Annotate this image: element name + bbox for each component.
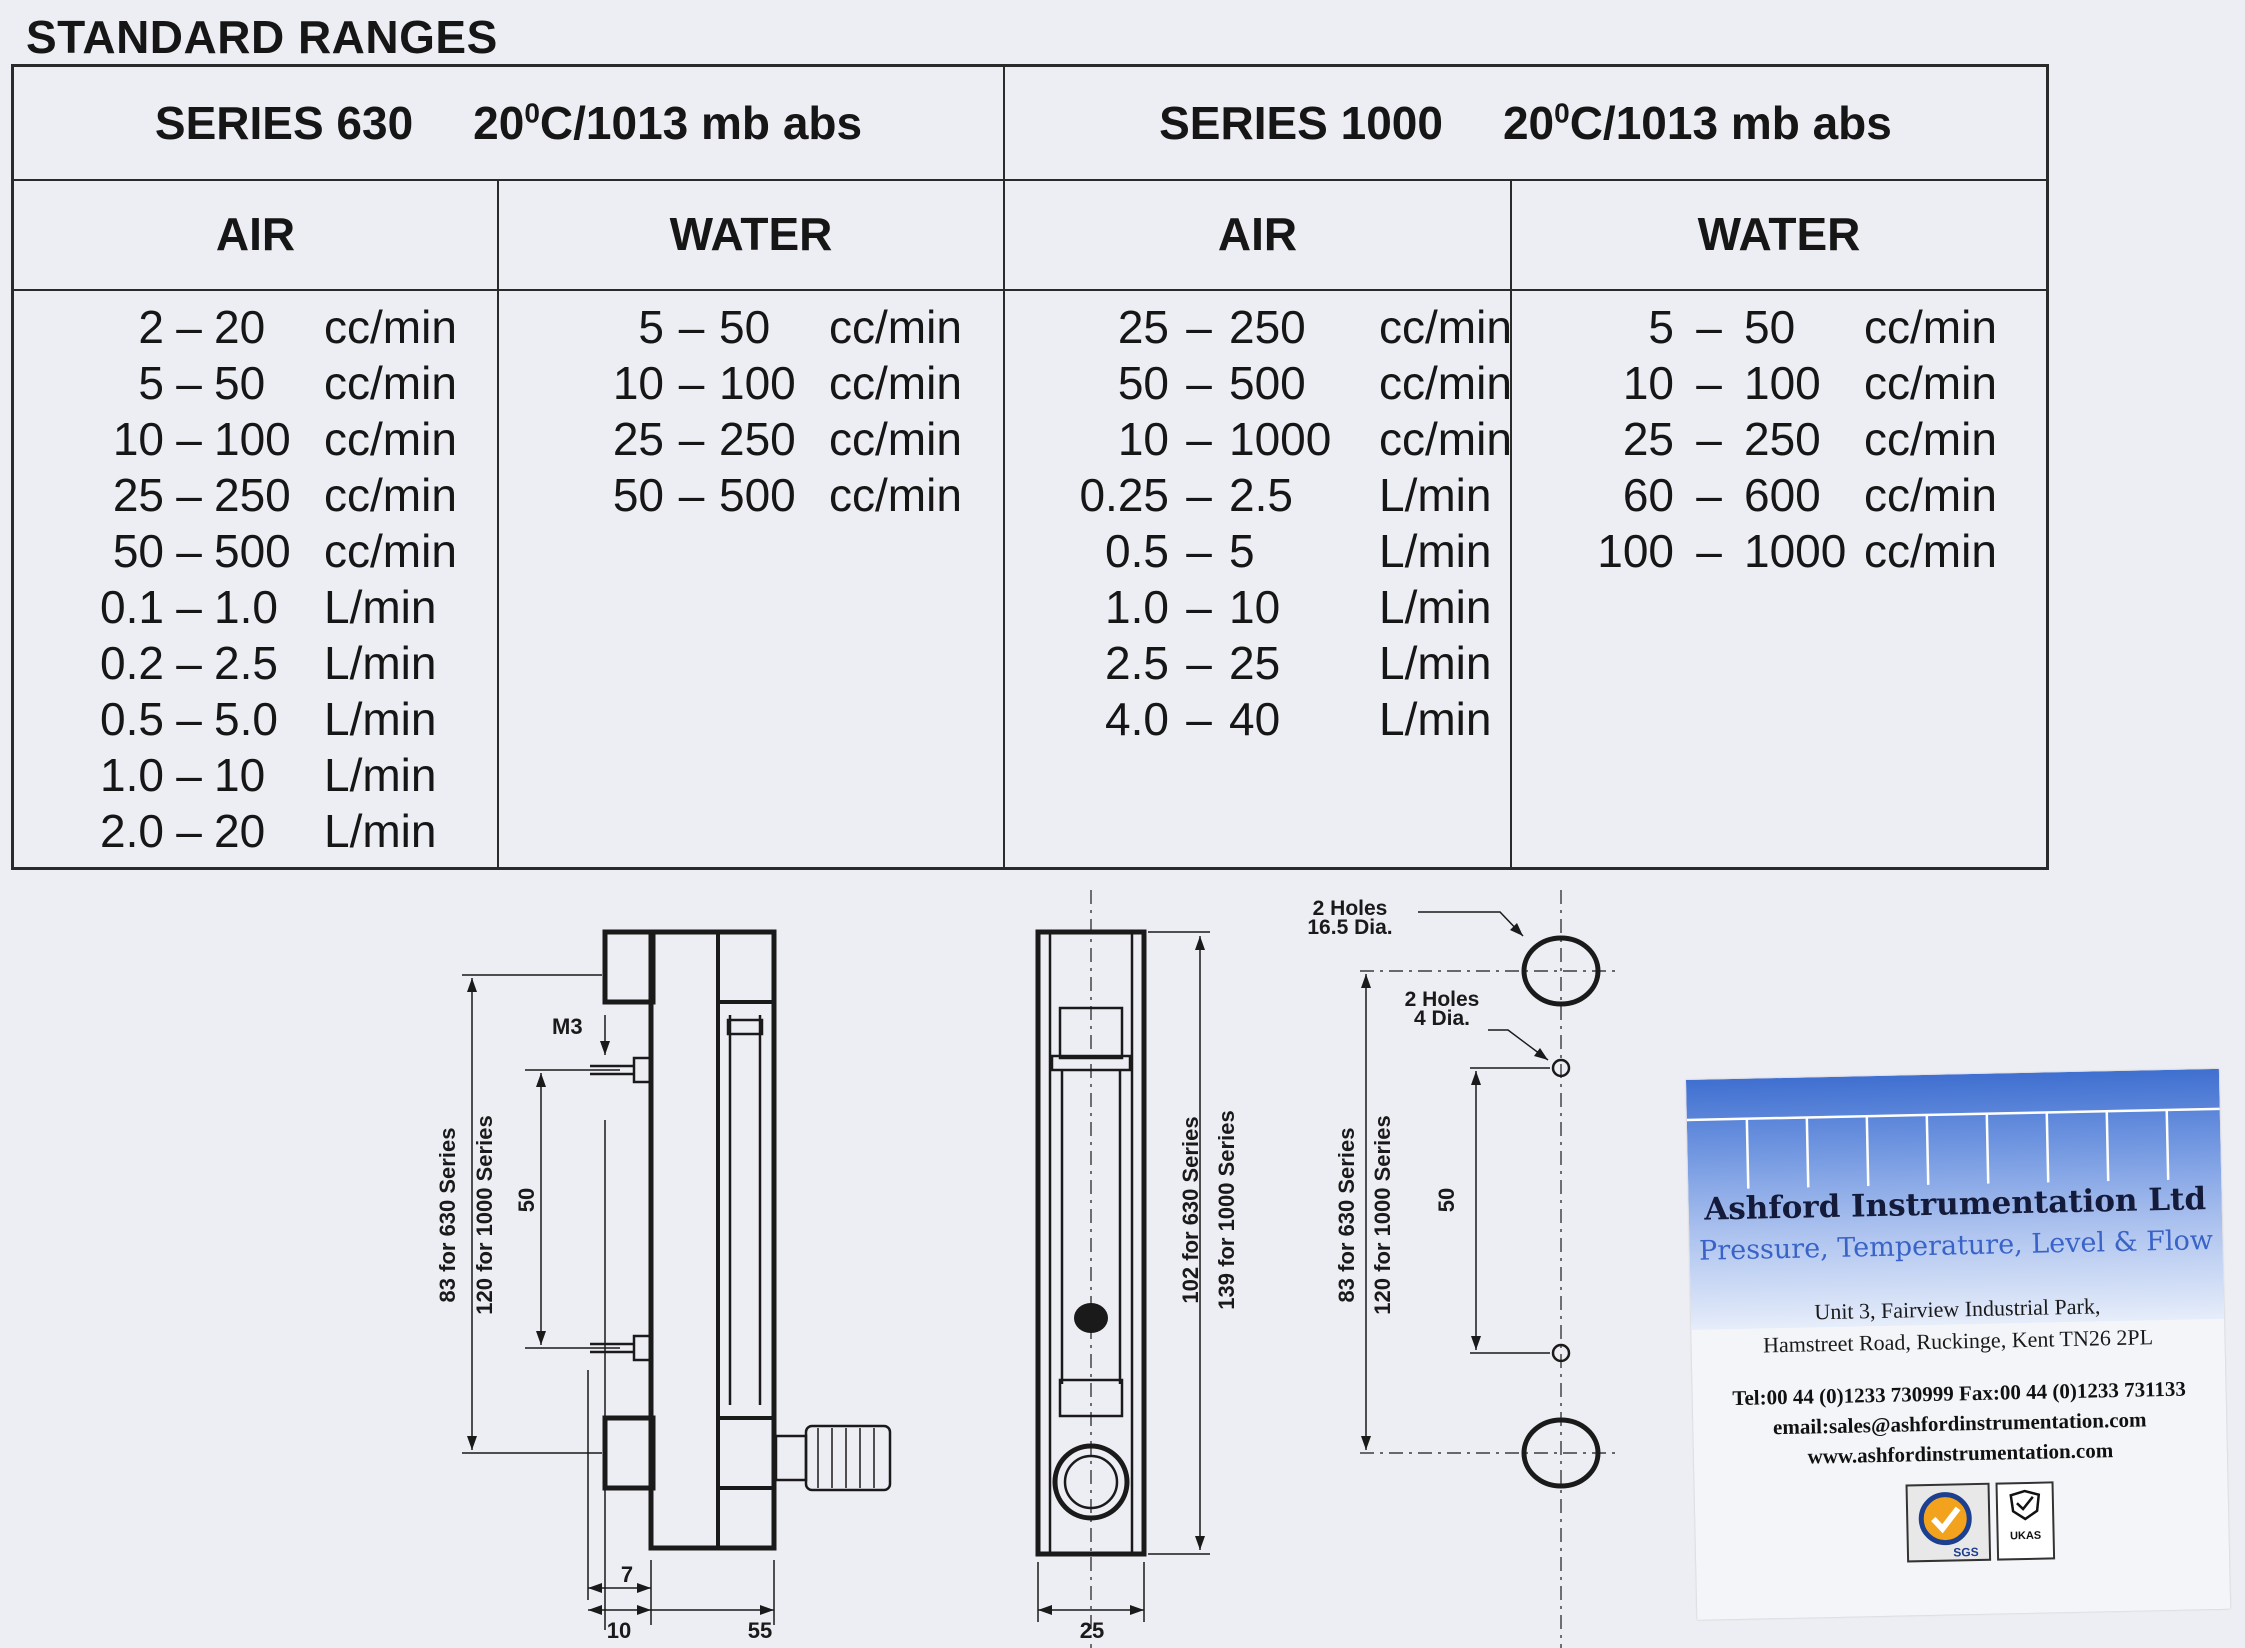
email-link[interactable]: email:sales@ashfordinstrumentation.com xyxy=(1772,1407,2147,1440)
range-unit: cc/min xyxy=(324,413,457,465)
range-row xyxy=(74,523,464,579)
dim-label: 50 xyxy=(1434,1187,1459,1213)
range-dash: – xyxy=(176,469,202,521)
dim-label: 120 for 1000 Series xyxy=(472,1115,497,1315)
range-row xyxy=(1059,299,1519,355)
range-dash: – xyxy=(678,357,705,409)
standard-ranges-table xyxy=(11,64,2049,870)
range-max: 1000 xyxy=(1229,413,1332,465)
range-max: 10 xyxy=(214,749,266,801)
range-max: 250 xyxy=(214,469,291,521)
range-max: 50 xyxy=(214,357,266,409)
range-unit: cc/min xyxy=(829,413,962,465)
dimension-drawing xyxy=(0,870,1680,1648)
range-unit: L/min xyxy=(1379,637,1492,689)
range-dash: – xyxy=(1696,357,1722,409)
range-min: 5 xyxy=(638,301,664,353)
range-row xyxy=(574,299,969,355)
range-unit: L/min xyxy=(324,805,437,857)
range-unit: cc/min xyxy=(1864,413,1997,465)
side-view xyxy=(462,932,890,1630)
range-row xyxy=(1059,523,1519,579)
range-row xyxy=(1059,691,1519,747)
business-card xyxy=(1686,1069,2230,1620)
series-conditions: $20^0C/1013$ mb abs xyxy=(1502,97,1892,149)
company-name: Ashford Instrumentation Ltd xyxy=(1703,1181,2207,1228)
range-unit: L/min xyxy=(1379,693,1492,745)
range-max: 20 xyxy=(214,301,266,353)
range-min: 0.2 xyxy=(100,637,164,689)
range-unit: L/min xyxy=(1379,469,1492,521)
col-header-1000-air: AIR xyxy=(1217,208,1298,260)
range-dash: – xyxy=(176,357,202,409)
range-min: 0.25 xyxy=(1079,469,1169,521)
range-min: 2.0 xyxy=(100,805,164,857)
dim-label: 83 for 630 Series xyxy=(435,1127,460,1303)
range-max: 1.0 xyxy=(214,581,278,633)
range-max: 2.5 xyxy=(214,637,278,689)
range-row xyxy=(1059,355,1519,411)
range-dash: – xyxy=(176,301,202,353)
range-dash: – xyxy=(1186,301,1212,353)
col-body-630-air xyxy=(74,299,464,859)
address-line: Unit 3, Fairview Industrial Park, xyxy=(1814,1293,2101,1325)
range-row xyxy=(74,635,464,691)
range-dash: – xyxy=(1186,357,1212,409)
range-unit: cc/min xyxy=(324,525,457,577)
col-body-1000-air xyxy=(1059,299,1519,747)
range-unit: cc/min xyxy=(1864,525,1997,577)
range-unit: cc/min xyxy=(1864,357,1997,409)
range-dash: – xyxy=(1186,413,1212,465)
range-min: 1.0 xyxy=(1105,581,1169,633)
range-row xyxy=(74,411,464,467)
hole-note: 2 Holes xyxy=(1312,897,1388,920)
range-min: 50 xyxy=(1117,357,1169,409)
range-unit: L/min xyxy=(324,581,437,633)
range-max: 1000 xyxy=(1744,525,1847,577)
range-max: 250 xyxy=(719,413,796,465)
col-header-1000-water: WATER xyxy=(1697,208,1861,260)
m3-label: M3 xyxy=(552,1014,583,1039)
range-min: 10 xyxy=(1117,413,1169,465)
range-row xyxy=(574,411,969,467)
dim-label: 25 xyxy=(1079,1618,1105,1643)
range-min: 10 xyxy=(612,357,664,409)
range-row xyxy=(1059,411,1519,467)
range-min: 0.5 xyxy=(100,693,164,745)
dim-label: 102 for 630 Series xyxy=(1178,1116,1203,1304)
range-dash: – xyxy=(1186,581,1212,633)
range-min: 2 xyxy=(138,301,164,353)
range-row xyxy=(74,299,464,355)
range-dash: – xyxy=(1696,469,1722,521)
hole-note: 4 Dia. xyxy=(1413,1007,1471,1030)
range-dash: – xyxy=(678,413,705,465)
range-max: 500 xyxy=(214,525,291,577)
range-unit: L/min xyxy=(324,693,437,745)
range-max: 40 xyxy=(1229,693,1281,745)
range-min: 100 xyxy=(1597,525,1674,577)
range-unit: cc/min xyxy=(324,301,457,353)
range-max: 250 xyxy=(1229,301,1306,353)
range-unit: cc/min xyxy=(829,469,962,521)
range-unit: cc/min xyxy=(324,469,457,521)
range-unit: L/min xyxy=(324,637,437,689)
range-min: 50 xyxy=(112,525,164,577)
range-dash: – xyxy=(176,749,202,801)
table-divider xyxy=(14,289,2046,291)
range-dash: – xyxy=(1696,301,1722,353)
range-dash: – xyxy=(176,581,202,633)
range-unit: cc/min xyxy=(829,301,962,353)
web-link[interactable]: www.ashfordinstrumentation.com xyxy=(1807,1438,2114,1469)
range-min: 1.0 xyxy=(100,749,164,801)
col-body-1000-water xyxy=(1574,299,2004,579)
range-max: 100 xyxy=(1744,357,1821,409)
range-unit: cc/min xyxy=(829,357,962,409)
sgs-logo-text: SGS xyxy=(1953,1544,1979,1560)
range-row xyxy=(574,467,969,523)
page-title: STANDARD RANGES xyxy=(26,11,498,63)
range-dash: – xyxy=(1696,413,1722,465)
range-row xyxy=(74,691,464,747)
range-min: 4.0 xyxy=(1105,693,1169,745)
range-dash: – xyxy=(176,693,202,745)
range-min: 0.1 xyxy=(100,581,164,633)
col-header-630-water: WATER xyxy=(669,208,833,260)
dim-label: 139 for 1000 Series xyxy=(1214,1110,1239,1310)
range-row xyxy=(74,467,464,523)
range-row xyxy=(1574,411,2004,467)
range-min: 25 xyxy=(112,469,164,521)
series-630-header xyxy=(14,67,1003,179)
ukas-logo-text: UKAS xyxy=(2009,1529,2042,1543)
range-unit: L/min xyxy=(1379,525,1492,577)
range-dash: – xyxy=(1696,525,1722,577)
series-name: SERIES 1000 xyxy=(1159,97,1443,149)
range-unit: cc/min xyxy=(1379,301,1512,353)
range-dash: – xyxy=(678,469,705,521)
range-max: 100 xyxy=(719,357,796,409)
range-max: 50 xyxy=(719,301,771,353)
company-tagline: Pressure, Temperature, Level & Flow xyxy=(1698,1225,2214,1267)
range-unit: L/min xyxy=(324,749,437,801)
range-max: 5.0 xyxy=(214,693,278,745)
range-max: 5 xyxy=(1229,525,1255,577)
range-min: 25 xyxy=(1622,413,1674,465)
range-dash: – xyxy=(176,525,202,577)
dim-label: 7 xyxy=(620,1562,634,1587)
range-unit: L/min xyxy=(1379,581,1492,633)
dim-label: 50 xyxy=(514,1187,539,1213)
range-min: 0.5 xyxy=(1105,525,1169,577)
phone-fax: Tel:00 44 (0)1233 730999 Fax:00 44 (0)1233 731133 xyxy=(1732,1376,2187,1411)
range-dash: – xyxy=(1186,693,1212,745)
range-dash: – xyxy=(1186,525,1212,577)
series-name: SERIES 630 xyxy=(154,97,414,149)
dim-label: 83 for 630 Series xyxy=(1334,1127,1359,1303)
range-max: 2.5 xyxy=(1229,469,1293,521)
range-row xyxy=(1574,299,2004,355)
range-dash: – xyxy=(176,637,202,689)
range-max: 500 xyxy=(1229,357,1306,409)
range-unit: cc/min xyxy=(1864,469,1997,521)
hole-pattern-view xyxy=(1360,890,1620,1648)
range-row xyxy=(74,803,464,859)
range-max: 600 xyxy=(1744,469,1821,521)
dim-label: 10 xyxy=(606,1618,632,1643)
range-dash: – xyxy=(1186,637,1212,689)
range-max: 500 xyxy=(719,469,796,521)
range-max: 50 xyxy=(1744,301,1796,353)
range-row xyxy=(1059,467,1519,523)
range-max: 10 xyxy=(1229,581,1281,633)
col-body-630-water xyxy=(574,299,969,523)
range-min: 60 xyxy=(1622,469,1674,521)
range-row xyxy=(74,747,464,803)
certification-logos xyxy=(1904,1480,2056,1565)
range-row xyxy=(1059,635,1519,691)
range-row xyxy=(74,579,464,635)
range-min: 5 xyxy=(138,357,164,409)
range-unit: cc/min xyxy=(1864,301,1997,353)
range-dash: – xyxy=(1186,469,1212,521)
range-min: 10 xyxy=(1622,357,1674,409)
range-min: 25 xyxy=(1117,301,1169,353)
hole-note: 16.5 Dia. xyxy=(1307,916,1393,939)
range-unit: cc/min xyxy=(1379,357,1512,409)
range-min: 5 xyxy=(1648,301,1674,353)
range-max: 250 xyxy=(1744,413,1821,465)
series-conditions: $20^0C/1013$ mb abs xyxy=(473,97,863,149)
dim-label: 120 for 1000 Series xyxy=(1370,1115,1395,1315)
range-row xyxy=(1574,355,2004,411)
range-min: 2.5 xyxy=(1105,637,1169,689)
range-max: 25 xyxy=(1229,637,1281,689)
range-row xyxy=(574,355,969,411)
range-row xyxy=(1574,523,2004,579)
series-1000-header xyxy=(1005,67,2046,179)
range-unit: cc/min xyxy=(1379,413,1512,465)
hole-note: 2 Holes xyxy=(1404,988,1480,1011)
range-row xyxy=(1059,579,1519,635)
range-max: 20 xyxy=(214,805,266,857)
range-min: 25 xyxy=(612,413,664,465)
address-line: Hamstreet Road, Ruckinge, Kent TN26 2PL xyxy=(1762,1324,2154,1358)
pipes-graphic xyxy=(1686,1069,2221,1190)
range-min: 50 xyxy=(612,469,664,521)
dim-label: 55 xyxy=(747,1618,773,1643)
col-header-630-air: AIR xyxy=(215,208,296,260)
range-min: 10 xyxy=(112,413,164,465)
range-row xyxy=(74,355,464,411)
range-dash: – xyxy=(678,301,705,353)
range-dash: – xyxy=(176,413,202,465)
range-max: 100 xyxy=(214,413,291,465)
range-dash: – xyxy=(176,805,202,857)
range-row xyxy=(1574,467,2004,523)
range-unit: cc/min xyxy=(324,357,457,409)
